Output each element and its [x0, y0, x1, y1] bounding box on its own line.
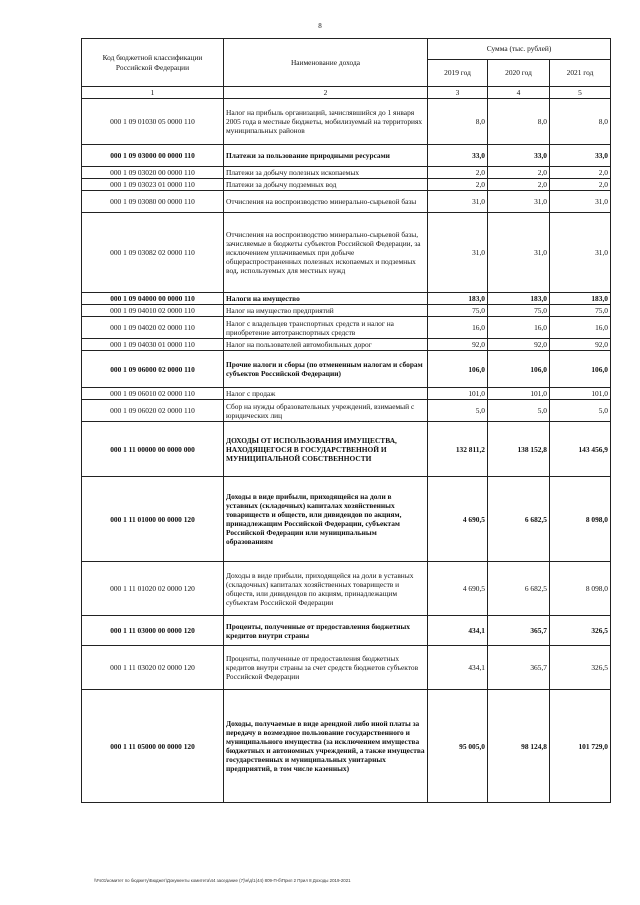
row-code: 000 1 09 06020 02 0000 110 [82, 400, 224, 422]
row-value-2020: 183,0 [488, 293, 550, 305]
row-value-2021: 31,0 [550, 213, 611, 293]
row-code: 000 1 11 01020 02 0000 120 [82, 562, 224, 616]
header-name: Наименование дохода [224, 39, 428, 87]
row-value-2020: 2,0 [488, 179, 550, 191]
row-value-2019: 8,0 [428, 99, 488, 145]
row-name: ДОХОДЫ ОТ ИСПОЛЬЗОВАНИЯ ИМУЩЕСТВА, НАХОДЯЩЕГОСЯ В ГОСУДАРСТВЕННОЙ И МУНИЦИПАЛЬНОЙ СОБСТВЕННОСТИ [224, 422, 428, 477]
row-value-2021: 143 456,9 [550, 422, 611, 477]
row-value-2020: 5,0 [488, 400, 550, 422]
row-code: 000 1 09 01030 05 0000 110 [82, 99, 224, 145]
row-code: 000 1 09 06010 02 0000 110 [82, 388, 224, 400]
row-name: Доходы в виде прибыли, приходящейся на доли в уставных (складочных) капиталах хозяйственных товариществ и обществ, или дивидендов по акциям, принадлежащим субъектам Российской Федерации [224, 562, 428, 616]
row-value-2019: 434,1 [428, 616, 488, 646]
table-row [82, 616, 611, 646]
row-value-2020: 98 124,8 [488, 690, 550, 803]
row-name: Налоги на имущество [224, 293, 428, 305]
table-row [82, 99, 611, 145]
row-value-2019: 31,0 [428, 191, 488, 213]
row-value-2020: 6 682,5 [488, 562, 550, 616]
table-row [82, 690, 611, 803]
row-value-2019: 2,0 [428, 179, 488, 191]
revenue-table [81, 38, 611, 803]
row-name: Проценты, полученные от предоставления бюджетных кредитов внутри страны за счет средств бюджетов субъектов Российской Федерации [224, 646, 428, 690]
table-row [82, 305, 611, 317]
row-value-2019: 92,0 [428, 339, 488, 351]
row-name: Платежи за пользование природными ресурсами [224, 145, 428, 167]
row-value-2019: 132 811,2 [428, 422, 488, 477]
col-number-2: 2 [224, 87, 428, 99]
row-value-2020: 138 152,8 [488, 422, 550, 477]
table-row [82, 339, 611, 351]
row-value-2020: 31,0 [488, 213, 550, 293]
row-code: 000 1 11 05000 00 0000 120 [82, 690, 224, 803]
row-value-2019: 101,0 [428, 388, 488, 400]
row-value-2020: 31,0 [488, 191, 550, 213]
table-row [82, 388, 611, 400]
col-number-3: 3 [428, 87, 488, 99]
row-value-2020: 365,7 [488, 646, 550, 690]
row-name: Налог на имущество предприятий [224, 305, 428, 317]
row-value-2021: 16,0 [550, 317, 611, 339]
row-value-2021: 326,5 [550, 646, 611, 690]
file-path-footer: \\Fs01\комитет по бюджету\Бюджет\Документы комитета\44 заседание (7)\н\д\1(44) 809-П-б\Прил 2 Прил 8 Доходы 2019-2021 [94, 878, 351, 883]
row-code: 000 1 09 03082 02 0000 110 [82, 213, 224, 293]
row-code: 000 1 09 03023 01 0000 110 [82, 179, 224, 191]
header-year-2020: 2020 год [488, 60, 550, 87]
row-code: 000 1 09 03000 00 0000 110 [82, 145, 224, 167]
table-row [82, 317, 611, 339]
table-row [82, 179, 611, 191]
row-value-2019: 183,0 [428, 293, 488, 305]
row-value-2021: 326,5 [550, 616, 611, 646]
row-value-2021: 101 729,0 [550, 690, 611, 803]
row-value-2019: 5,0 [428, 400, 488, 422]
col-number-1: 1 [82, 87, 224, 99]
table-row [82, 422, 611, 477]
row-name: Налог с владельцев транспортных средств и налог на приобретение автотранспортных средств [224, 317, 428, 339]
row-value-2019: 75,0 [428, 305, 488, 317]
row-value-2020: 8,0 [488, 99, 550, 145]
table-row [82, 400, 611, 422]
row-code: 000 1 11 03000 00 0000 120 [82, 616, 224, 646]
row-name: Проценты, полученные от предоставления бюджетных кредитов внутри страны [224, 616, 428, 646]
row-name: Доходы, получаемые в виде арендной либо иной платы за передачу в возмездное пользование государственного и муниципального имущества (за исключением имущества бюджетных и автономных учреждений, а также имущества государственных и муниципальных унитарных предприятий, в том числе казенных) [224, 690, 428, 803]
row-value-2020: 365,7 [488, 616, 550, 646]
row-value-2019: 16,0 [428, 317, 488, 339]
row-name: Отчисления на воспроизводство минерально-сырьевой базы [224, 191, 428, 213]
row-name: Налог на прибыль организаций, зачислявшийся до 1 января 2005 года в местные бюджеты, мобилизуемый на территориях муниципальных районов [224, 99, 428, 145]
row-value-2021: 106,0 [550, 351, 611, 388]
header-code: Код бюджетной классификации Российской Федерации [82, 39, 224, 87]
row-code: 000 1 09 04010 02 0000 110 [82, 305, 224, 317]
row-value-2019: 31,0 [428, 213, 488, 293]
row-value-2020: 75,0 [488, 305, 550, 317]
row-value-2019: 4 690,5 [428, 562, 488, 616]
row-code: 000 1 09 03080 00 0000 110 [82, 191, 224, 213]
row-code: 000 1 11 00000 00 0000 000 [82, 422, 224, 477]
table-row [82, 191, 611, 213]
row-code: 000 1 11 01000 00 0000 120 [82, 477, 224, 562]
page-number: 8 [318, 22, 322, 30]
row-value-2020: 16,0 [488, 317, 550, 339]
row-value-2020: 2,0 [488, 167, 550, 179]
table-row [82, 351, 611, 388]
row-name: Налог с продаж [224, 388, 428, 400]
row-value-2021: 92,0 [550, 339, 611, 351]
table-row [82, 145, 611, 167]
row-value-2021: 8,0 [550, 99, 611, 145]
row-name: Доходы в виде прибыли, приходящейся на доли в уставных (складочных) капиталах хозяйственных товариществ и обществ, или дивидендов по акциям, принадлежащим Российской Федерации, субъектам Российской Федерации или муниципальным образованиям [224, 477, 428, 562]
row-value-2021: 8 098,0 [550, 562, 611, 616]
row-value-2020: 92,0 [488, 339, 550, 351]
table-row [82, 167, 611, 179]
row-code: 000 1 11 03020 02 0000 120 [82, 646, 224, 690]
row-value-2021: 31,0 [550, 191, 611, 213]
table-row [82, 213, 611, 293]
row-name: Налог на пользователей автомобильных дорог [224, 339, 428, 351]
row-code: 000 1 09 04030 01 0000 110 [82, 339, 224, 351]
row-value-2019: 95 005,0 [428, 690, 488, 803]
row-value-2021: 8 098,0 [550, 477, 611, 562]
table-row [82, 562, 611, 616]
row-value-2019: 106,0 [428, 351, 488, 388]
row-value-2021: 2,0 [550, 167, 611, 179]
row-value-2021: 75,0 [550, 305, 611, 317]
row-value-2020: 101,0 [488, 388, 550, 400]
row-value-2019: 2,0 [428, 167, 488, 179]
header-year-2019: 2019 год [428, 60, 488, 87]
table-row [82, 646, 611, 690]
col-number-5: 5 [550, 87, 611, 99]
row-code: 000 1 09 03020 00 0000 110 [82, 167, 224, 179]
row-value-2021: 2,0 [550, 179, 611, 191]
row-value-2021: 33,0 [550, 145, 611, 167]
row-value-2020: 33,0 [488, 145, 550, 167]
header-sum: Сумма (тыс. рублей) [428, 39, 611, 60]
row-code: 000 1 09 06000 02 0000 110 [82, 351, 224, 388]
table-row [82, 477, 611, 562]
col-number-4: 4 [488, 87, 550, 99]
row-code: 000 1 09 04020 02 0000 110 [82, 317, 224, 339]
header-year-2021: 2021 год [550, 60, 611, 87]
row-value-2019: 4 690,5 [428, 477, 488, 562]
row-code: 000 1 09 04000 00 0000 110 [82, 293, 224, 305]
row-value-2021: 101,0 [550, 388, 611, 400]
table-row [82, 293, 611, 305]
row-value-2021: 5,0 [550, 400, 611, 422]
row-value-2019: 434,1 [428, 646, 488, 690]
row-name: Прочие налоги и сборы (по отмененным налогам и сборам субъектов Российской Федерации) [224, 351, 428, 388]
row-name: Платежи за добычу подземных вод [224, 179, 428, 191]
row-name: Платежи за добычу полезных ископаемых [224, 167, 428, 179]
row-value-2020: 106,0 [488, 351, 550, 388]
row-value-2020: 6 682,5 [488, 477, 550, 562]
row-name: Сбор на нужды образовательных учреждений, взимаемый с юридических лиц [224, 400, 428, 422]
row-value-2019: 33,0 [428, 145, 488, 167]
row-value-2021: 183,0 [550, 293, 611, 305]
row-name: Отчисления на воспроизводство минерально-сырьевой базы, зачисляемые в бюджеты субъектов Российской Федерации, за исключением уплачиваемых при добыче общераспространенных полезных ископаемых и подземных вод, используемых для местных нужд [224, 213, 428, 293]
